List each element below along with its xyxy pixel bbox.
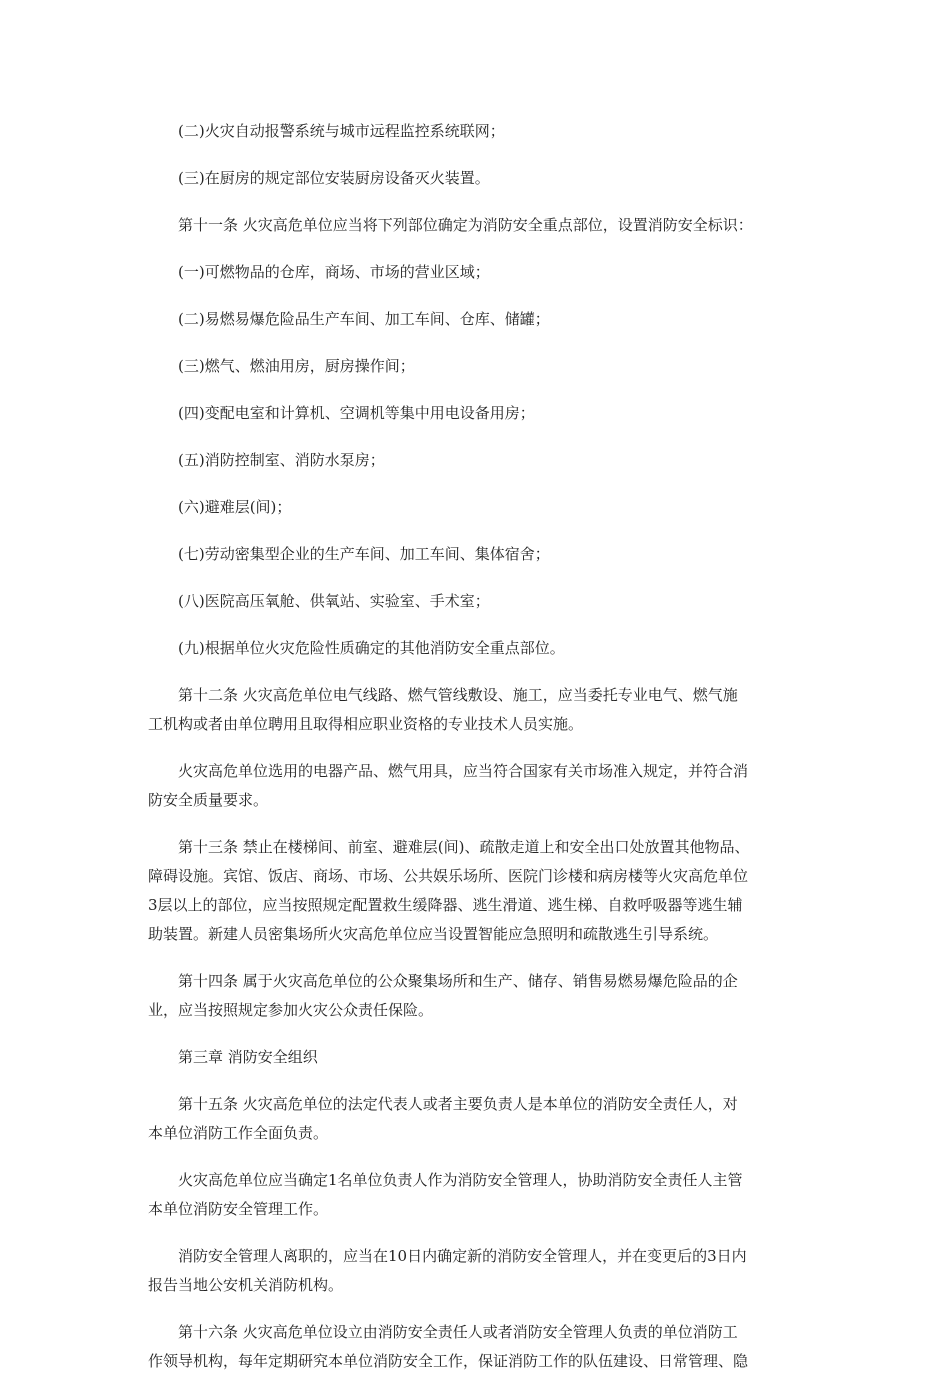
- paragraph: [178, 117, 808, 146]
- paragraph: [148, 1166, 808, 1224]
- text-line: (二)火灾自动报警系统与城市远程监控系统联网；: [178, 122, 505, 140]
- paragraph: [178, 211, 808, 240]
- text-line: 火灾高危单位应当确定1名单位负责人作为消防安全管理人，协助消防安全责任人主管: [178, 1171, 743, 1189]
- paragraph: [178, 305, 808, 334]
- text-line: (一)可燃物品的仓库，商场、市场的营业区域；: [178, 263, 490, 281]
- text-line: 报告当地公安机关消防机构。: [148, 1276, 344, 1294]
- text-line: 防安全质量要求。: [148, 791, 269, 809]
- paragraph: [148, 1242, 808, 1300]
- text-line: 业，应当按照规定参加火灾公众责任保险。: [148, 1001, 434, 1019]
- text-line: 本单位消防工作全面负责。: [148, 1124, 329, 1142]
- text-line: (三)燃气、燃油用房，厨房操作间；: [178, 357, 415, 375]
- paragraph: [148, 681, 808, 739]
- paragraph: [178, 399, 808, 428]
- text-line: 第十三条 禁止在楼梯间、前室、避难层(间)、疏散走道上和安全出口处放置其他物品、: [178, 838, 750, 856]
- text-line: (五)消防控制室、消防水泵房；: [178, 451, 385, 469]
- paragraph: [148, 967, 808, 1025]
- text-line: 第三章 消防安全组织: [178, 1048, 318, 1066]
- text-line: 消防安全管理人离职的，应当在10日内确定新的消防安全管理人，并在变更后的3日内: [178, 1247, 747, 1265]
- text-line: (三)在厨房的规定部位安装厨房设备灭火装置。: [178, 169, 490, 187]
- paragraph: [148, 1090, 808, 1148]
- text-line: (四)变配电室和计算机、空调机等集中用电设备用房；: [178, 404, 535, 422]
- paragraph: [148, 757, 808, 815]
- text-line: 助装置。新建人员密集场所火灾高危单位应当设置智能应急照明和疏散逃生引导系统。: [148, 925, 719, 943]
- paragraph: [178, 164, 808, 193]
- text-line: 第十二条 火灾高危单位电气线路、燃气管线敷设、施工，应当委托专业电气、燃气施: [178, 686, 738, 704]
- text-line: 3层以上的部位，应当按照规定配置救生缓降器、逃生滑道、逃生梯、自救呼吸器等逃生辅: [148, 896, 743, 914]
- paragraph: [178, 446, 808, 475]
- paragraph: [148, 1318, 808, 1376]
- text-line: 第十一条 火灾高危单位应当将下列部位确定为消防安全重点部位，设置消防安全标识：: [178, 216, 753, 234]
- paragraph: [178, 634, 808, 663]
- text-line: 第十五条 火灾高危单位的法定代表人或者主要负责人是本单位的消防安全责任人，对: [178, 1095, 738, 1113]
- paragraph: [178, 352, 808, 381]
- text-line: 工机构或者由单位聘用且取得相应职业资格的专业技术人员实施。: [148, 715, 584, 733]
- text-line: (二)易燃易爆危险品生产车间、加工车间、仓库、储罐；: [178, 310, 550, 328]
- paragraph: [148, 833, 808, 949]
- text-line: 第十六条 火灾高危单位设立由消防安全责任人或者消防安全管理人负责的单位消防工: [178, 1323, 738, 1341]
- text-line: (七)劳动密集型企业的生产车间、加工车间、集体宿舍；: [178, 545, 550, 563]
- text-line: 火灾高危单位选用的电器产品、燃气用具，应当符合国家有关市场准入规定，并符合消: [178, 762, 749, 780]
- text-line: (八)医院高压氧舱、供氧站、实验室、手术室；: [178, 592, 490, 610]
- paragraph: [178, 587, 808, 616]
- paragraph: [178, 1043, 808, 1072]
- paragraph: [178, 540, 808, 569]
- text-line: (九)根据单位火灾危险性质确定的其他消防安全重点部位。: [178, 639, 565, 657]
- document-body: [148, 117, 808, 1394]
- text-line: (六)避难层(间)；: [178, 498, 292, 516]
- paragraph: [178, 258, 808, 287]
- text-line: 第十四条 属于火灾高危单位的公众聚集场所和生产、储存、销售易燃易爆危险品的企: [178, 972, 738, 990]
- paragraph: [178, 493, 808, 522]
- text-line: 障碍设施。宾馆、饭店、商场、市场、公共娱乐场所、医院门诊楼和病房楼等火灾高危单位: [148, 867, 749, 885]
- text-line: 本单位消防安全管理工作。: [148, 1200, 329, 1218]
- text-line: 作领导机构，每年定期研究本单位消防安全工作，保证消防工作的队伍建设、日常管理、隐: [148, 1352, 749, 1370]
